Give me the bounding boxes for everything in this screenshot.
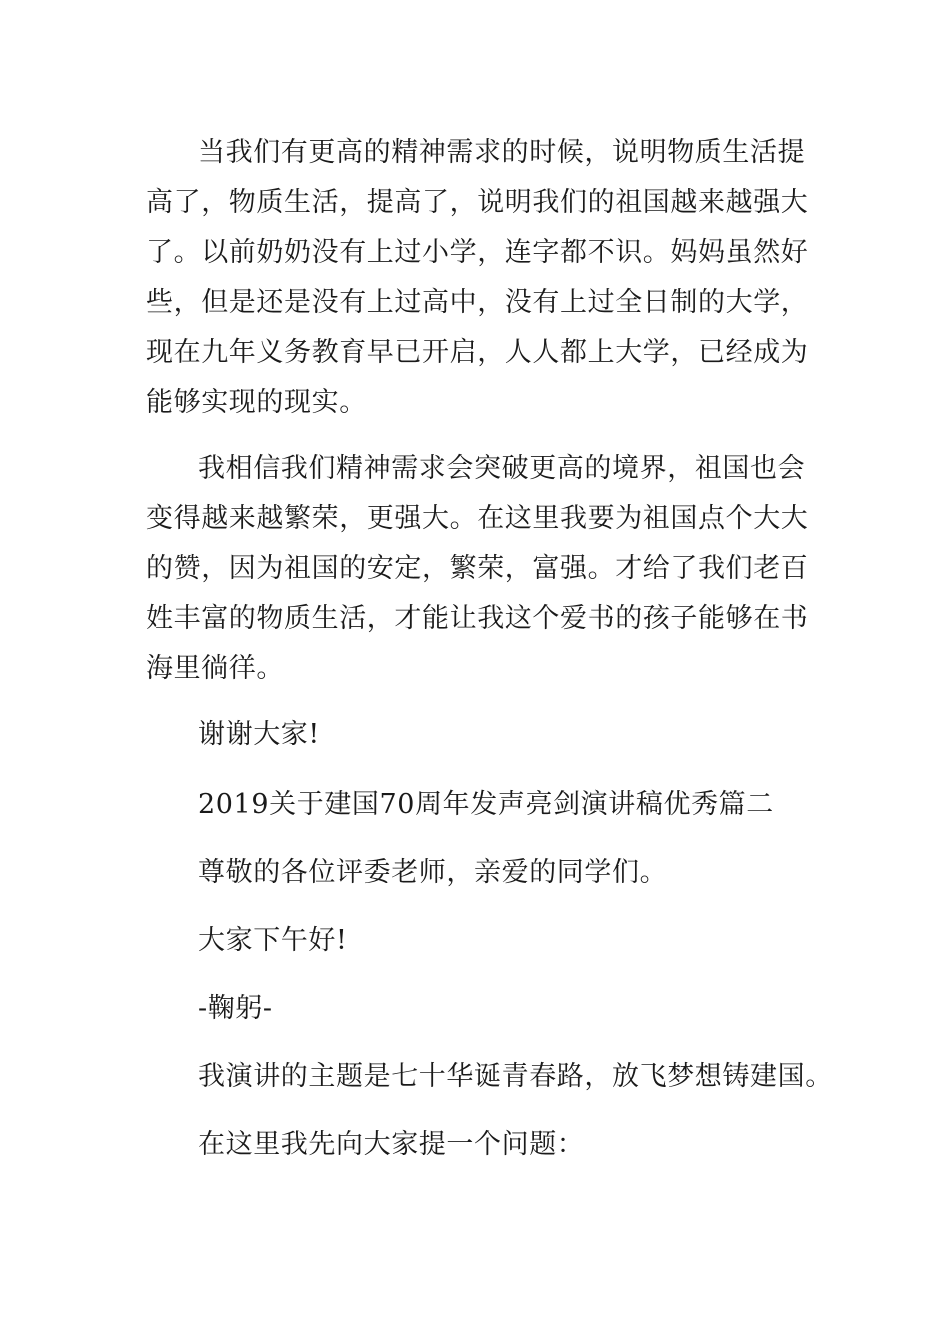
greeting-line: 尊敬的各位评委老师，亲爱的同学们。	[198, 857, 668, 888]
text-line: 姓丰富的物质生活，才能让我这个爱书的孩子能够在书	[146, 603, 809, 634]
section-title: 2019关于建国70周年发声亮剑演讲稿优秀篇二	[198, 789, 774, 820]
text-line: 能够实现的现实。	[146, 387, 367, 418]
question-line: 在这里我先向大家提一个问题：	[198, 1129, 585, 1160]
text-line: 变得越来越繁荣，更强大。在这里我要为祖国点个大大	[146, 503, 809, 534]
text-line: 的赞，因为祖国的安定，繁荣，富强。才给了我们老百	[146, 553, 809, 584]
bow-line: -鞠躬-	[198, 993, 273, 1024]
text-line: 了。以前奶奶没有上过小学，连字都不识。妈妈虽然好	[146, 237, 809, 268]
text-line: 海里徜徉。	[146, 653, 284, 684]
thanks-line: 谢谢大家!	[198, 719, 320, 750]
theme-line: 我演讲的主题是七十华诞青春路，放飞梦想铸建国。	[198, 1061, 833, 1092]
text-line: 现在九年义务教育早已开启，人人都上大学，已经成为	[146, 337, 809, 368]
text-line: 我相信我们精神需求会突破更高的境界，祖国也会	[198, 453, 806, 484]
good-afternoon-line: 大家下午好!	[198, 925, 348, 956]
text-line: 当我们有更高的精神需求的时候，说明物质生活提	[198, 137, 806, 168]
text-line: 高了，物质生活，提高了，说明我们的祖国越来越强大	[146, 187, 809, 218]
text-line: 些，但是还是没有上过高中，没有上过全日制的大学，	[146, 287, 809, 318]
